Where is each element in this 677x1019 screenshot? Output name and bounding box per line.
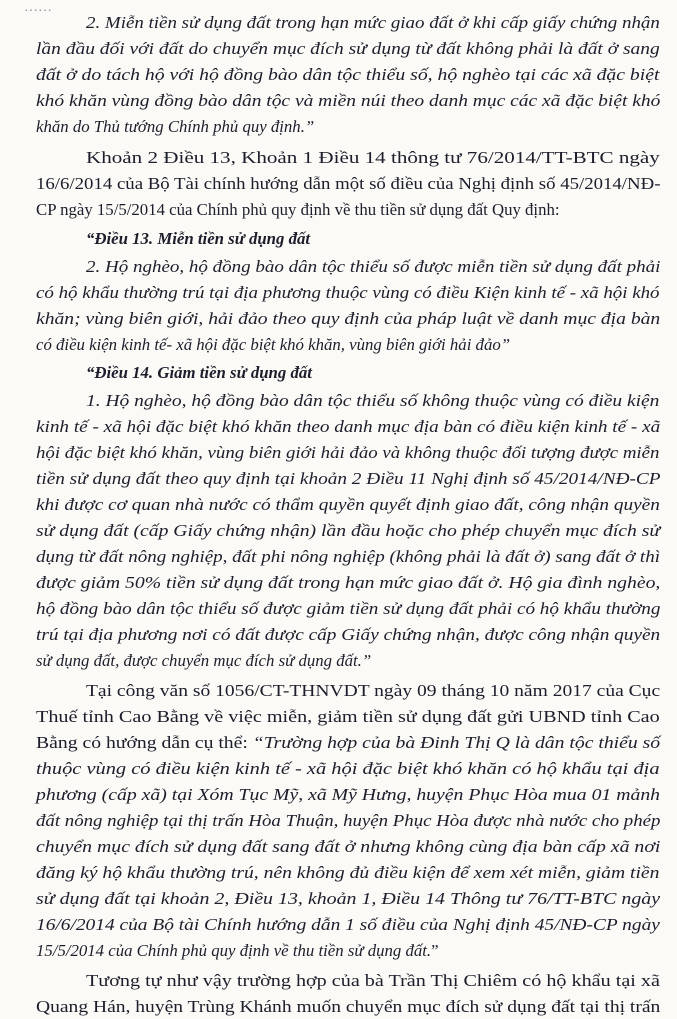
text-line: hộ đồng bào dân tộc thiểu số được giảm tiền sử dụng đất phải có hộ khẩu thường — [36, 599, 661, 618]
text-line: 2. Hộ nghèo, hộ đồng bào dân tộc thiểu số được miễn tiền sử dụng đất phải — [86, 257, 661, 276]
text-line: 15/5/2014 của Chính phủ quy định về thu tiền sử dụng đất.” — [36, 941, 439, 960]
text-line: khăn; vùng biên giới, hải đảo theo quy định của pháp luật về danh mục địa bàn — [36, 309, 661, 328]
text-line: hội đặc biệt khó khăn, vùng biên giới hải đảo và không thuộc đối tượng được miễn — [36, 443, 660, 462]
text-line: trú tại địa phương nơi có đất được cấp Giấy chứng nhận, được công nhận quyền — [36, 625, 661, 644]
text-line: 1. Hộ nghèo, hộ đồng bào dân tộc thiểu số không thuộc vùng có điều kiện — [86, 391, 660, 410]
text-line: dụng từ đất nông nghiệp, đất phi nông nghiệp (không phải là đất ở) sang đất ở thì — [36, 547, 661, 566]
text-line: đất nông nghiệp tại thị trấn Hòa Thuận, huyện Phục Hòa được nhà nước cho phép — [36, 811, 661, 830]
text-line: CP ngày 15/5/2014 của Chính phủ quy định về thu tiền sử dụng đất Quy định: — [36, 200, 560, 219]
text-line: khó khăn vùng đồng bào dân tộc và miền núi theo danh mục các xã đặc biệt khó — [36, 91, 661, 110]
text-line: 16/6/2014 của Bộ tài Chính hướng dẫn 1 số điều của Nghị định 45/NĐ-CP ngày — [36, 915, 660, 934]
text-line: 16/6/2014 của Bộ Tài chính hướng dẫn một số điều của Nghị định số 45/2014/NĐ- — [36, 174, 661, 193]
text-line: Quang Hán, huyện Trùng Khánh muốn chuyển mục đích sử dụng đất tại thị trấn — [36, 997, 661, 1016]
text-line: Bằng có hướng dẫn cụ thể: “Trường hợp của bà Đinh Thị Q là dân tộc thiểu số — [36, 733, 661, 752]
text-line: Khoản 2 Điều 13, Khoản 1 Điều 14 thông tư 76/2014/TT-BTC ngày — [86, 148, 660, 167]
text-line: chuyển mục đích sử dụng đất sang đất ở nhưng không cùng địa bàn cấp xã nơi — [36, 837, 661, 856]
text-line: thuộc vùng có điều kiện kinh tế - xã hội đặc biệt khó khăn có hộ khẩu tại địa — [36, 759, 660, 778]
text-line: sử dụng đất (cấp Giấy chứng nhận) lần đầu hoặc cho phép chuyển mục đích sử — [36, 521, 661, 540]
text-line: Tại công văn số 1056/CT-THNVDT ngày 09 tháng 10 năm 2017 của Cục — [86, 681, 661, 700]
text-line: đất ở do tách hộ với hộ đồng bào dân tộc thiểu số, hộ nghèo tại các xã đặc biệt — [36, 65, 660, 84]
text-line: lần đầu đối với đất do chuyển mục đích sử dụng từ đất không phải là đất ở sang — [36, 39, 660, 58]
text-line: khi được cơ quan nhà nước có thẩm quyền quyết định giao đất, công nhận quyền — [36, 495, 660, 514]
text-line: khăn do Thủ tướng Chính phủ quy định.” — [36, 117, 315, 136]
text-line: có hộ khẩu thường trú tại địa phương thuộc vùng có điều Kiện kinh tế - xã hội khó — [36, 283, 660, 302]
article-heading: “Điều 14. Giảm tiền sử dụng đất — [86, 363, 312, 382]
text-line: đăng ký hộ khẩu thường trú, nên không đủ điều kiện để xem xét miễn, giảm tiền — [36, 863, 660, 882]
article-heading: “Điều 13. Miễn tiền sử dụng đất — [86, 229, 311, 248]
text-line: Tương tự như vậy trường hợp của bà Trần Thị Chiêm có hộ khẩu tại xã — [86, 971, 660, 990]
text-line: Thuế tỉnh Cao Bằng về việc miễn, giảm tiền sử dụng đất gửi UBND tỉnh Cao — [36, 707, 660, 726]
text-line: có điều kiện kinh tế- xã hội đặc biệt khó khăn, vùng biên giới hải đảo” — [36, 335, 511, 354]
cropped-heading-remnant: …… — [24, 0, 52, 15]
text-line: kinh tế - xã hội đặc biệt khó khăn theo danh mục địa bàn có điều kiện kinh tế - xã — [36, 417, 661, 436]
text-line: được giảm 50% tiền sử dụng đất trong hạn mức giao đất ở. Hộ gia đình nghèo, — [36, 573, 661, 592]
text-line: tiền sử dụng đất theo quy định tại khoản 2 Điều 11 Nghị định số 45/2014/NĐ-CP — [36, 469, 661, 488]
text-line: sử dụng đất tại khoản 2, Điều 13, khoản 1, Điều 14 Thông tư 76/TT-BTC ngày — [36, 889, 661, 908]
text-line: 2. Miễn tiền sử dụng đất trong hạn mức giao đất ở khi cấp giấy chứng nhận — [86, 13, 660, 32]
text-line: phương (cấp xã) tại Xóm Tục Mỹ, xã Mỹ Hưng, huyện Phục Hòa mua 01 mảnh — [36, 785, 661, 804]
text-line: sử dụng đất, được chuyển mục đích sử dụng đất.” — [36, 651, 372, 670]
